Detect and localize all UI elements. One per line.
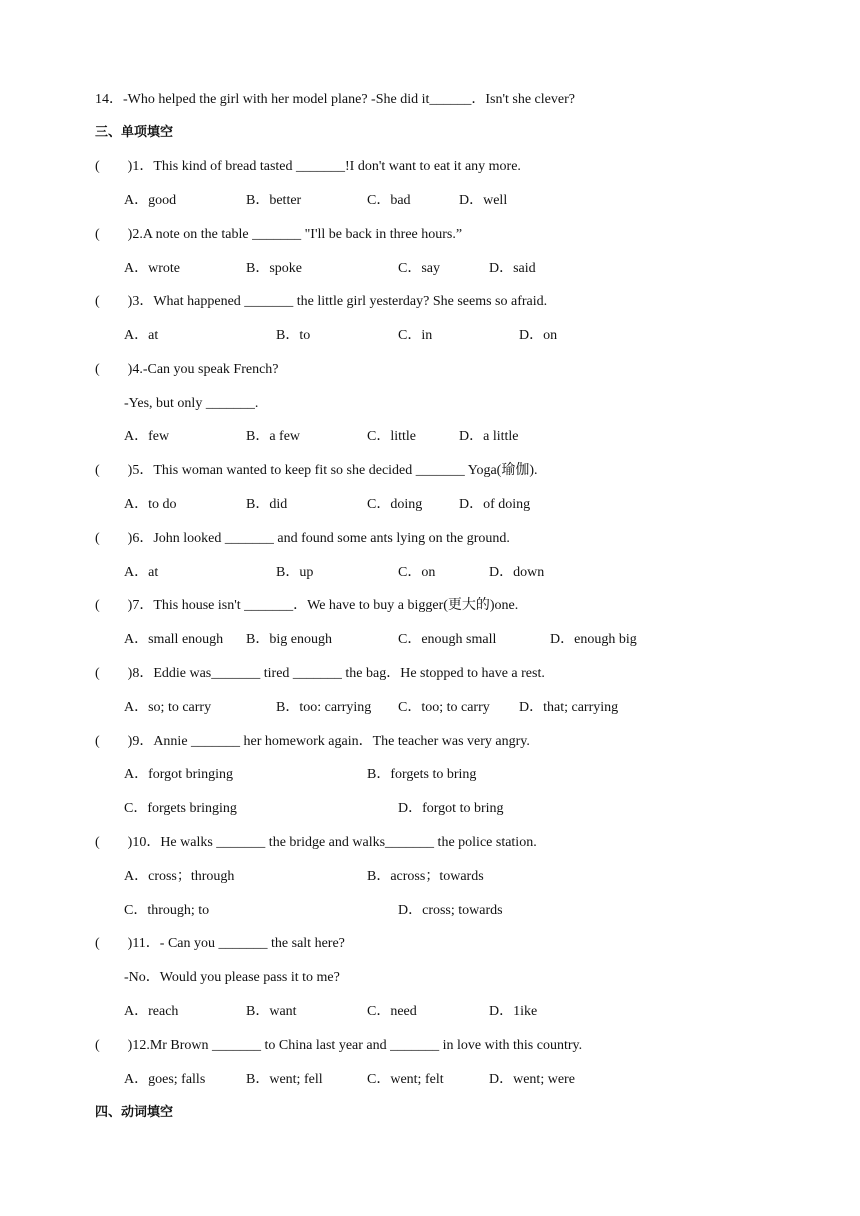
option-b[interactable]: B．spoke [246,261,302,276]
option-b[interactable]: B．want [246,1004,297,1019]
option-c[interactable]: C．bad [367,193,411,208]
question-stem: ( )2.A note on the table _______ "I'll be back in three hours.” [95,227,463,242]
option-c[interactable]: C．went; felt [367,1072,444,1087]
option-a[interactable]: A．cross；through [124,869,235,884]
option-a[interactable]: A．wrote [124,261,180,276]
section-title-single-choice: 三、单项填空 [95,125,174,140]
option-a[interactable]: A．to do [124,497,177,512]
option-a[interactable]: A．so; to carry [124,700,212,715]
option-a[interactable]: A．forgot bringing [124,767,234,782]
question-stem: ( )3．What happened _______ the little girl yesterday? She seems so afraid. [95,294,548,309]
option-a[interactable]: A．few [124,429,170,444]
question-stem: ( )10．He walks _______ the bridge and walks_______ the police station. [95,835,537,850]
question-stem: ( )9．Annie _______ her homework again．The teacher was very angry. [95,734,530,749]
option-c[interactable]: C．doing [367,497,423,512]
question-14: 14．-Who helped the girl with her model plane? -She did it______．Isn't she clever? [95,92,575,107]
option-b[interactable]: B．forgets to bring [367,767,477,782]
option-c[interactable]: C．too; to carry [398,700,490,715]
option-b[interactable]: B．better [246,193,302,208]
option-d[interactable]: D．forgot to bring [398,801,504,816]
option-a[interactable]: A．good [124,193,177,208]
option-a[interactable]: A．at [124,328,159,343]
option-d[interactable]: D．a little [459,429,519,444]
option-b[interactable]: B．a few [246,429,301,444]
option-b[interactable]: B．did [246,497,288,512]
option-d[interactable]: D．cross; towards [398,903,503,918]
option-d[interactable]: D．down [489,565,545,580]
option-c[interactable]: C．need [367,1004,417,1019]
option-c[interactable]: C．through; to [124,903,210,918]
question-stem-line-2: -No．Would you please pass it to me? [124,970,340,985]
option-d[interactable]: D．1ike [489,1004,538,1019]
question-stem: ( )7．This house isn't _______．We have to buy a bigger(更大的)one. [95,598,519,613]
option-c[interactable]: C．on [398,565,436,580]
option-b[interactable]: B．big enough [246,632,332,647]
option-b[interactable]: B．to [276,328,311,343]
option-c[interactable]: C．say [398,261,440,276]
option-a[interactable]: A．at [124,565,159,580]
question-stem-line-2: -Yes, but only _______. [124,396,259,411]
option-b[interactable]: B．too: carrying [276,700,372,715]
option-a[interactable]: A．small enough [124,632,224,647]
option-b[interactable]: B．up [276,565,314,580]
option-a[interactable]: A．reach [124,1004,179,1019]
question-stem: ( )11．- Can you _______ the salt here? [95,936,345,951]
option-d[interactable]: D．well [459,193,508,208]
option-c[interactable]: C．little [367,429,416,444]
question-stem: ( )12.Mr Brown _______ to China last year and _______ in love with this country. [95,1038,583,1053]
section-title-verb-fill: 四、动词填空 [95,1105,174,1120]
option-c[interactable]: C．enough small [398,632,497,647]
option-d[interactable]: D．enough big [550,632,637,647]
option-a[interactable]: A．goes; falls [124,1072,206,1087]
option-d[interactable]: D．on [519,328,558,343]
option-c[interactable]: C．forgets bringing [124,801,237,816]
option-b[interactable]: B．across；towards [367,869,484,884]
question-stem: ( )6．John looked _______ and found some ants lying on the ground. [95,531,510,546]
question-stem: ( )1．This kind of bread tasted _______!I don't want to eat it any more. [95,159,521,174]
option-b[interactable]: B．went; fell [246,1072,323,1087]
option-d[interactable]: D．went; were [489,1072,575,1087]
option-d[interactable]: D．said [489,261,536,276]
question-stem: ( )5．This woman wanted to keep fit so she decided _______ Yoga(瑜伽). [95,463,538,478]
option-d[interactable]: D．of doing [459,497,531,512]
question-stem: ( )8．Eddie was_______ tired _______ the bag．He stopped to have a rest. [95,666,545,681]
question-stem: ( )4.-Can you speak French? [95,362,279,377]
option-d[interactable]: D．that; carrying [519,700,619,715]
option-c[interactable]: C．in [398,328,433,343]
